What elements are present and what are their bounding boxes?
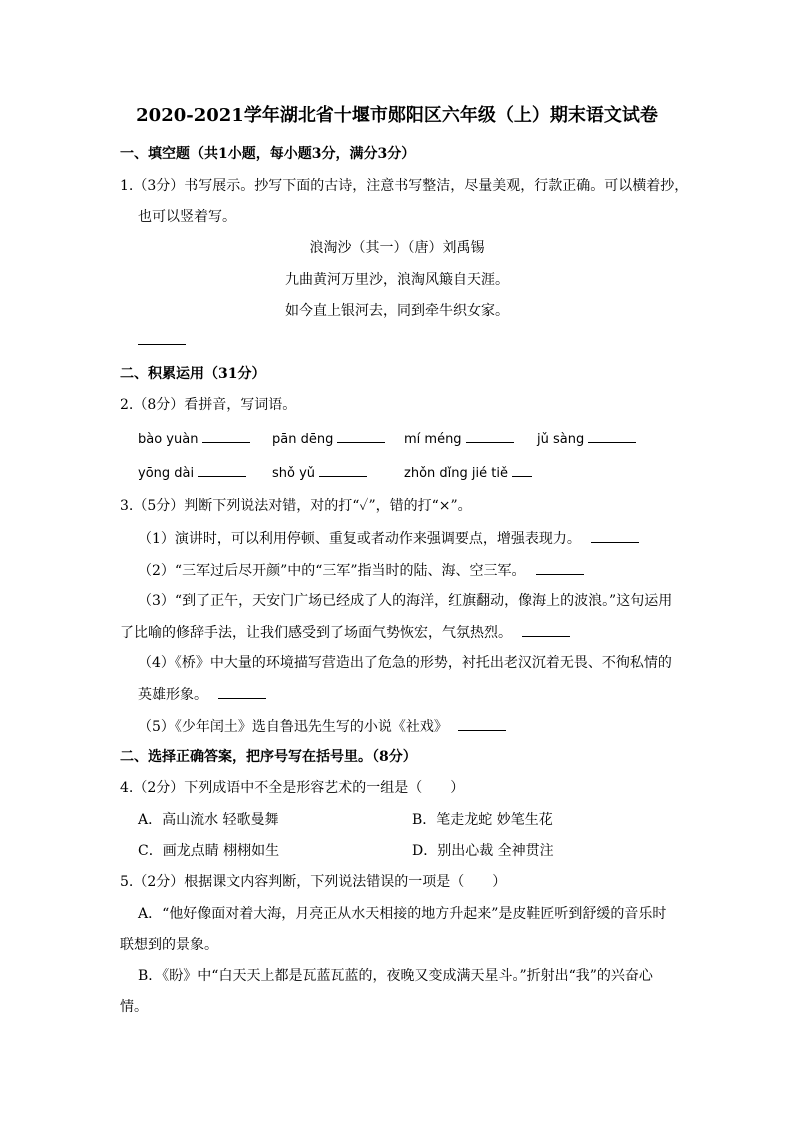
option-d: D．别出心裁 全神贯注 — [412, 843, 554, 859]
pinyin-item: bào yuàn — [138, 428, 250, 450]
pinyin-item: jǔ sàng — [537, 428, 636, 450]
q5-option-b: B．《盼》中“白天天上都是瓦蓝瓦蓝的，夜晚又变成满天星斗。”折射出“我”的兴奋心 — [138, 968, 653, 984]
option-b: B．笔走龙蛇 妙笔生花 — [412, 812, 553, 828]
pinyin-item: zhǒn dǐng jié tiě — [404, 462, 532, 484]
answer-blank[interactable] — [588, 428, 636, 443]
question-2: 2.（8分）看拼音，写词语。 — [120, 397, 297, 413]
judgement-item: （2）“三军过后尽开颜”中的“三军”指当时的陆、海、空三军。 — [138, 560, 584, 581]
answer-blank[interactable] — [466, 428, 514, 443]
question-4: 4.（2分）下列成语中不全是形容艺术的一组是（ ） — [120, 780, 465, 796]
judgement-item: （1）演讲时，可以利用停顿、重复或者动作来强调要点，增强表现力。 — [138, 528, 639, 549]
judgement-item: （3）“到了正午，天安门广场已经成了人的海洋，红旗翻动，像海上的波浪。”这句运用 — [138, 593, 673, 609]
judgement-item-cont: 英雄形象。 — [138, 684, 266, 705]
poem-line-2: 如今直上银河去，同到牵牛织女家。 — [285, 303, 509, 319]
answer-blank[interactable] — [591, 528, 639, 543]
poem-line-1: 九曲黄河万里沙，浪淘风簸自天涯。 — [285, 272, 509, 288]
answer-blank[interactable] — [198, 462, 246, 477]
page-title: 2020-2021学年湖北省十堰市郧阳区六年级（上）期末语文试卷 — [136, 105, 658, 126]
pinyin-item: shǒ yǔ — [272, 462, 367, 484]
question-5: 5.（2分）根据课文内容判断，下列说法错误的一项是（ ） — [120, 874, 507, 890]
question-3: 3.（5分）判断下列说法对错，对的打“✓”，错的打“×”。 — [120, 498, 472, 514]
option-c: C．画龙点睛 栩栩如生 — [138, 843, 280, 859]
q5-option-b-cont: 情。 — [120, 999, 148, 1015]
answer-blank[interactable] — [458, 716, 506, 731]
judgement-item: （4）《桥》中大量的环境描写营造出了危急的形势，衬托出老汉沉着无畏、不徇私情的 — [138, 655, 672, 671]
question-1-line-2: 也可以竖着写。 — [138, 209, 236, 225]
q5-option-a: A．“他好像面对着大海，月亮正从水天相接的地方升起来”是皮鞋匠听到舒缓的音乐时 — [138, 906, 667, 922]
option-a: A．高山流水 轻歌曼舞 — [138, 812, 279, 828]
pinyin-item: yōng dài — [138, 462, 246, 484]
answer-blank[interactable] — [536, 560, 584, 575]
section-heading-choice: 二、选择正确答案，把序号写在括号里。（8分） — [120, 749, 417, 765]
poem-title: 浪淘沙（其一）（唐）刘禹锡 — [309, 240, 485, 256]
section-heading-fill-blank: 一、填空题（共1小题，每小题3分，满分3分） — [120, 146, 416, 162]
answer-blank[interactable] — [218, 684, 266, 699]
question-1-line-1: 1.（3分）书写展示。抄写下面的古诗，注意书写整洁，尽量美观，行款正确。可以横着抄， — [120, 178, 689, 194]
judgement-item: （5）《少年闰土》选自鲁迅先生写的小说《社戏》 — [138, 716, 506, 737]
answer-blank[interactable] — [138, 330, 186, 351]
answer-blank[interactable] — [337, 428, 385, 443]
pinyin-item: mí méng — [404, 428, 514, 450]
judgement-item-cont: 了比喻的修辞手法，让我们感受到了场面气势恢宏，气氛热烈。 — [120, 622, 570, 643]
section-heading-accumulation: 二、积累运用（31分） — [120, 366, 266, 382]
answer-blank[interactable] — [319, 462, 367, 477]
answer-blank[interactable] — [522, 622, 570, 637]
answer-blank[interactable] — [202, 428, 250, 443]
pinyin-item: pān dēng — [272, 428, 385, 450]
q5-option-a-cont: 联想到的景象。 — [120, 937, 218, 953]
answer-blank[interactable] — [512, 462, 532, 477]
